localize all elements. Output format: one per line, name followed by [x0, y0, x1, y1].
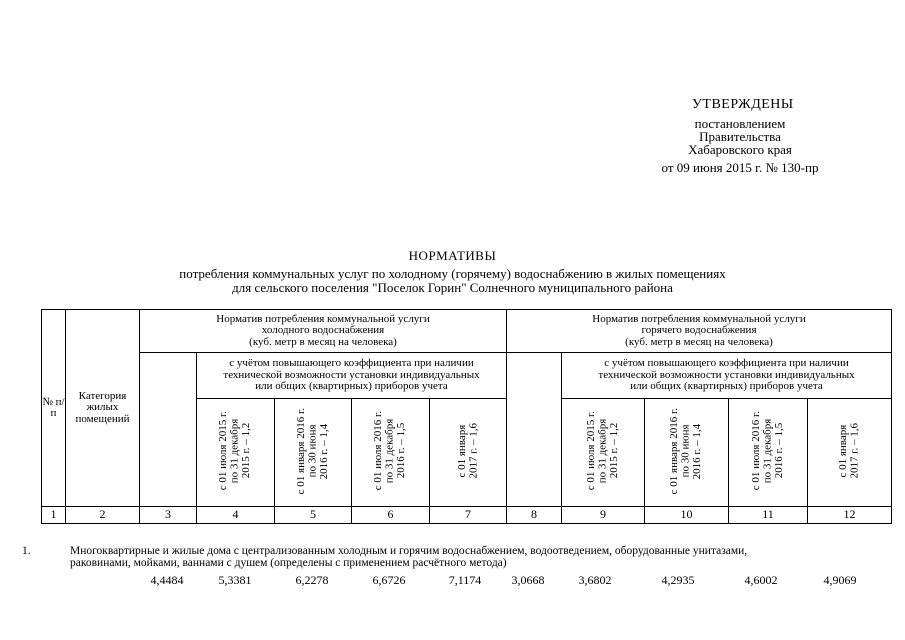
header-category: Категория жилых помещений [66, 310, 140, 507]
column-number: 7 [430, 507, 507, 524]
column-number: 1 [42, 507, 66, 524]
approval-line-4: от 09 июня 2015 г. № 130-пр [661, 160, 819, 175]
period-cold-1: с 01 июля 2015 г. по 31 декабря 2015 г. – 1,2 [197, 399, 275, 507]
column-number: 8 [507, 507, 562, 524]
value-hot-1: 3,6802 [578, 573, 612, 587]
document-title: НОРМАТИВЫ [408, 248, 497, 263]
period-hot-1: с 01 июля 2015 г. по 31 декабря 2015 г. – 1,2 [562, 399, 645, 507]
header-cold-water: Норматив потребления коммунальной услуги холодного водоснабжения (куб. метр в месяц на человека) [140, 310, 507, 353]
column-number: 2 [66, 507, 140, 524]
column-number: 4 [197, 507, 275, 524]
value-hot-4: 4,9069 [823, 573, 857, 587]
period-hot-2: с 01 января 2016 г. по 30 июня 2016 г. – 1,4 [645, 399, 729, 507]
header-hot-water: Норматив потребления коммунальной услуги горячего водоснабжения (куб. метр в месяц на человека) [507, 310, 892, 353]
value-cold-2: 6,2278 [295, 573, 329, 587]
norms-table [41, 309, 892, 524]
column-number: 9 [562, 507, 645, 524]
document-subtitle-1: потребления коммунальных услуг по холодному (горячему) водоснабжению в жилых помещениях [179, 266, 726, 281]
approval-line-1: постановлением [694, 116, 786, 131]
approval-title: УТВЕРЖДЕНЫ [692, 97, 794, 112]
value-hot-base: 3,0668 [511, 573, 545, 587]
row-number: 1. [22, 545, 31, 557]
column-number: 10 [645, 507, 729, 524]
approval-line-3: Хабаровского края [688, 142, 792, 157]
period-hot-4: с 01 января 2017 г. – 1,6 [808, 399, 892, 507]
value-hot-3: 4,6002 [744, 573, 778, 587]
header-hot-coefficient: с учётом повышающего коэффициента при наличии технической возможности установки индивидуальных или общих (квартирных) приборов учета [562, 353, 892, 399]
header-num: № п/п [42, 310, 66, 507]
column-number: 3 [140, 507, 197, 524]
column-number: 6 [352, 507, 430, 524]
column-number: 12 [808, 507, 892, 524]
period-cold-3: с 01 июля 2016 г. по 31 декабря 2016 г. – 1,5 [352, 399, 430, 507]
period-cold-4: с 01 января 2017 г. – 1,6 [430, 399, 507, 507]
document-subtitle-2: для сельского поселения "Поселок Горин" Солнечного муниципального района [232, 280, 673, 295]
header-cold-coefficient: с учётом повышающего коэффициента при наличии технической возможности установки индивидуальных или общих (квартирных) приборов учета [197, 353, 507, 399]
value-hot-2: 4,2935 [661, 573, 695, 587]
value-cold-1: 5,3381 [218, 573, 252, 587]
header-hot-base [507, 353, 562, 507]
period-cold-2: с 01 января 2016 г. по 30 июня 2016 г. – 1,4 [275, 399, 352, 507]
column-number: 5 [275, 507, 352, 524]
header-cold-base [140, 353, 197, 507]
period-hot-3: с 01 июля 2016 г. по 31 декабря 2016 г. – 1,5 [729, 399, 808, 507]
value-cold-3: 6,6726 [372, 573, 406, 587]
value-cold-4: 7,1174 [448, 573, 482, 587]
approval-line-2: Правительства [699, 129, 781, 144]
value-cold-base: 4,4484 [150, 573, 184, 587]
row-description: Многоквартирные и жилые дома с централизованным холодным и горячим водоснабжением, водоотведением, оборудованные унитазами, раковинами, мойками, ваннами с душем (определены с применением расчётного метода) [70, 545, 748, 569]
column-number: 11 [729, 507, 808, 524]
